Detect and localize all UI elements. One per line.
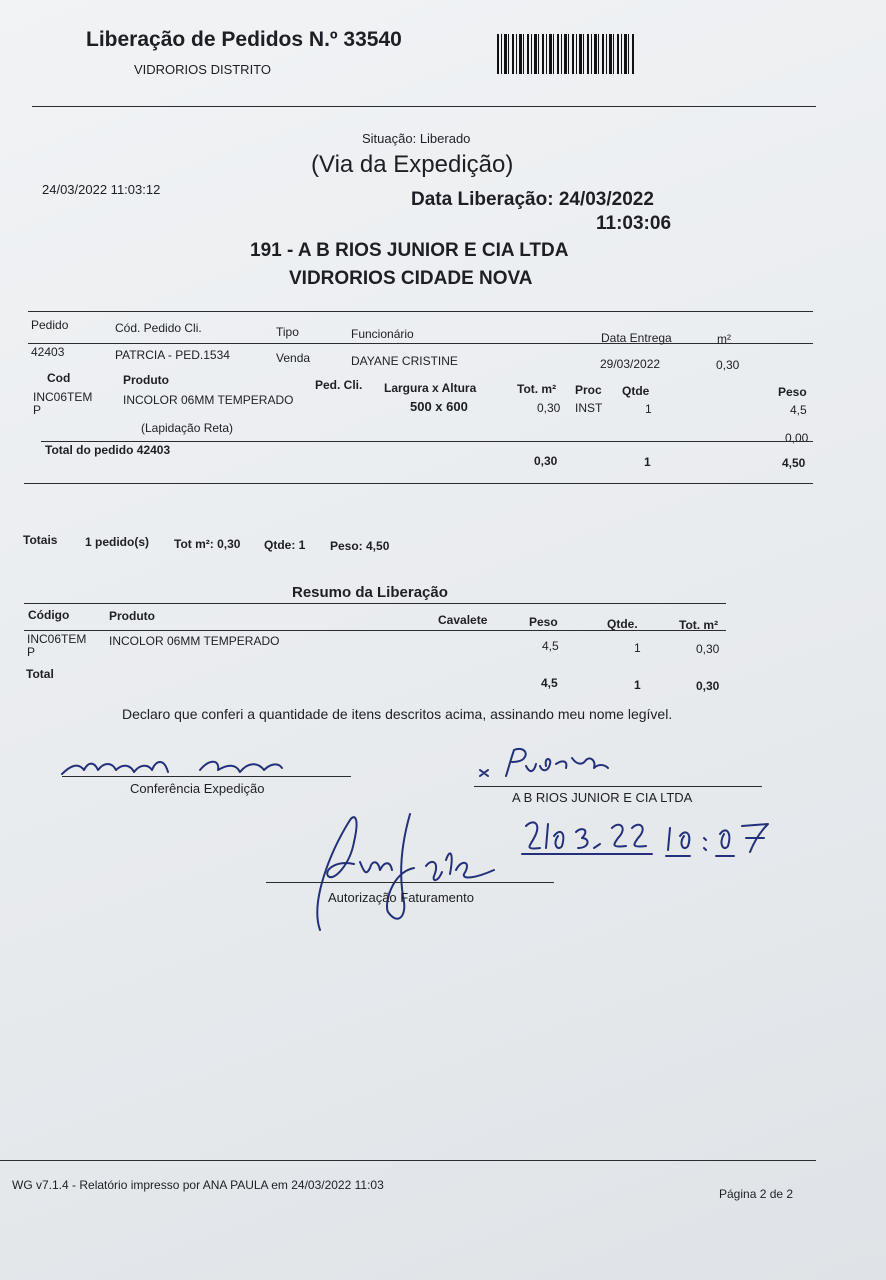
- summary-codigo-line2: P: [27, 645, 36, 659]
- summary-header-rule: [24, 630, 726, 631]
- item-tot-m2: 0,30: [537, 401, 561, 415]
- order-total-peso: 4,50: [782, 456, 806, 470]
- summary-produto: INCOLOR 06MM TEMPERADO: [109, 634, 280, 648]
- order-pedido-value: 42403: [31, 345, 65, 359]
- item-cod-line1: INC06TEM: [33, 390, 93, 404]
- item-col-peso: Peso: [778, 385, 807, 399]
- totals-tot-m2: Tot m²: 0,30: [174, 537, 241, 551]
- item-lapidacao: (Lapidação Reta): [141, 421, 234, 435]
- order-header-rule: [28, 343, 813, 344]
- summary-qtde: 1: [634, 641, 641, 655]
- summary-total-qtde: 1: [634, 678, 641, 692]
- item-proc: INST: [575, 401, 603, 415]
- summary-tot-m2: 0,30: [696, 642, 720, 656]
- expedicao-signature-line: [62, 776, 351, 777]
- issuing-company: VIDRORIOS DISTRITO: [134, 62, 271, 77]
- summary-codigo-line1: INC06TEM: [27, 632, 87, 646]
- summary-total-tot-m2: 0,30: [696, 679, 720, 693]
- faturamento-label: Autorização Faturamento: [328, 890, 474, 905]
- handwritten-date: [520, 818, 780, 862]
- summary-total-label: Total: [26, 667, 54, 681]
- summary-col-peso: Peso: [529, 615, 558, 629]
- item-dimensions: 500 x 600: [410, 399, 468, 414]
- totals-pedidos: 1 pedido(s): [85, 535, 150, 549]
- branch-name: VIDRORIOS CIDADE NOVA: [289, 268, 533, 289]
- item-col-proc: Proc: [575, 383, 602, 397]
- header-divider: [32, 106, 816, 107]
- item-lapidacao-value: 0,00: [785, 431, 809, 445]
- totals-peso: Peso: 4,50: [330, 539, 390, 553]
- order-total-rule: [41, 441, 813, 442]
- item-produto: INCOLOR 06MM TEMPERADO: [123, 393, 294, 407]
- item-cod-line2: P: [33, 403, 42, 417]
- via-label: (Via da Expedição): [311, 151, 514, 178]
- situation-status: Situação: Liberado: [362, 131, 471, 146]
- summary-col-codigo: Código: [28, 608, 70, 622]
- summary-col-produto: Produto: [109, 609, 155, 623]
- order-table-top-rule: [28, 311, 813, 312]
- item-col-produto: Produto: [123, 373, 169, 387]
- barcode: [497, 34, 635, 74]
- summary-col-tot-m2: Tot. m²: [679, 618, 719, 632]
- footer-printed-by: WG v7.1.4 - Relatório impresso por ANA PAULA em 24/03/2022 11:03: [12, 1178, 384, 1192]
- document-title: Liberação de Pedidos N.º 33540: [86, 28, 402, 51]
- footer-rule: [0, 1160, 816, 1161]
- item-col-cod: Cod: [47, 371, 71, 385]
- expedicao-label: Conferência Expedição: [130, 781, 265, 796]
- item-peso: 4,5: [790, 403, 807, 417]
- printed-timestamp: 24/03/2022 11:03:12: [42, 182, 161, 197]
- col-cod-pedido-cli: Cód. Pedido Cli.: [115, 321, 202, 335]
- client-name: 191 - A B RIOS JUNIOR E CIA LTDA: [250, 240, 569, 261]
- order-total-qtde: 1: [644, 455, 651, 469]
- order-m2-value: 0,30: [716, 358, 740, 372]
- order-tipo-value: Venda: [276, 351, 311, 365]
- item-col-qtde: Qtde: [622, 384, 650, 398]
- summary-total-peso: 4,5: [541, 676, 558, 690]
- totals-label: Totais: [23, 533, 58, 547]
- expedicao-signature: [60, 752, 290, 782]
- summary-top-rule: [24, 603, 726, 604]
- release-date: Data Liberação: 24/03/2022: [411, 189, 654, 210]
- order-funcionario-value: DAYANE CRISTINE: [351, 354, 458, 368]
- declaration-text: Declaro que conferi a quantidade de itens descritos acima, assinando meu nome legível.: [122, 706, 673, 722]
- footer-page-number: Página 2 de 2: [719, 1187, 794, 1201]
- order-data-entrega-value: 29/03/2022: [600, 357, 661, 371]
- col-funcionario: Funcionário: [351, 327, 414, 341]
- order-table-bottom-rule: [24, 483, 813, 484]
- col-m2: m²: [717, 332, 731, 346]
- col-tipo: Tipo: [276, 325, 299, 339]
- order-cod-cli-value: PATRCIA - PED.1534: [115, 348, 230, 362]
- totals-qtde: Qtde: 1: [264, 538, 306, 552]
- client-signature-line: [474, 786, 762, 787]
- item-col-largura-altura: Largura x Altura: [384, 381, 477, 395]
- order-total-label: Total do pedido 42403: [45, 443, 171, 457]
- faturamento-signature: [314, 812, 514, 934]
- release-time: 11:03:06: [596, 213, 672, 234]
- summary-peso: 4,5: [542, 639, 559, 653]
- item-qtde: 1: [645, 402, 652, 416]
- client-label: A B RIOS JUNIOR E CIA LTDA: [512, 790, 693, 805]
- faturamento-signature-line: [266, 882, 554, 883]
- col-pedido: Pedido: [31, 318, 69, 332]
- order-total-m2: 0,30: [534, 454, 558, 468]
- summary-col-cavalete: Cavalete: [438, 613, 488, 627]
- item-col-ped-cli: Ped. Cli.: [315, 378, 363, 392]
- col-data-entrega: Data Entrega: [601, 331, 672, 345]
- item-col-tot-m2: Tot. m²: [517, 382, 557, 396]
- client-signature: [478, 746, 628, 780]
- summary-col-qtde: Qtde.: [607, 617, 638, 631]
- summary-title: Resumo da Liberação: [292, 584, 448, 601]
